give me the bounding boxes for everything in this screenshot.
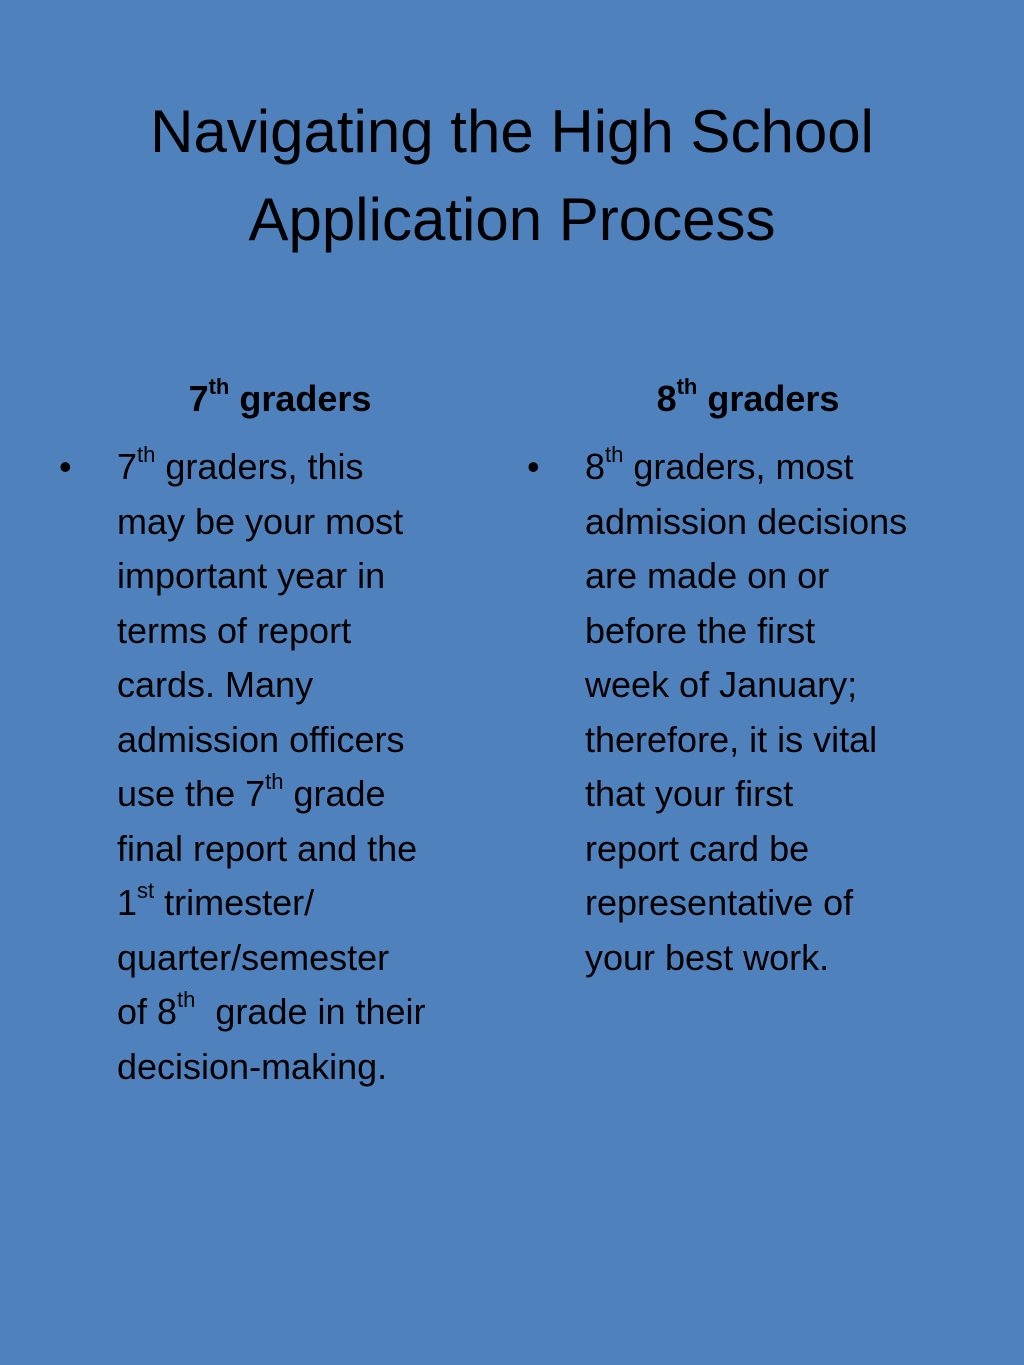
heading-number: 8: [656, 378, 677, 419]
text-line: cards. Many: [117, 664, 314, 705]
text-line: of 8th grade in their: [117, 987, 426, 1032]
bullet-dot-icon: •: [59, 446, 72, 487]
text-line: therefore, it is vital: [585, 718, 878, 760]
seventh-graders-column: [55, 370, 495, 1094]
text-line: 1st trimester/: [117, 878, 315, 923]
text-line: representative of: [585, 882, 854, 923]
heading-text: graders: [697, 378, 840, 419]
text-line: terms of report: [117, 609, 352, 651]
eighth-graders-column: [523, 370, 963, 985]
text-line: your best work.: [585, 936, 830, 978]
eighth-graders-bullet: [523, 440, 963, 985]
text-line: week of January;: [585, 664, 858, 705]
text-line: 8th graders, most: [585, 442, 854, 487]
heading-text: graders: [229, 378, 372, 419]
title-line-1: Navigating the High School: [150, 98, 874, 165]
text-line: admission officers: [117, 718, 405, 760]
text-line: admission decisions: [585, 500, 908, 542]
seventh-graders-bullet: [55, 440, 495, 1094]
text-line: quarter/semester: [117, 936, 390, 978]
seventh-graders-heading: [55, 370, 495, 428]
heading-number: 7: [188, 378, 209, 419]
text-line: decision-making.: [117, 1045, 388, 1087]
text-line: that your first: [585, 773, 794, 814]
bullet-text: [585, 440, 963, 985]
heading-ordinal: th: [208, 374, 230, 399]
text-line: before the first: [585, 609, 816, 651]
text-line: report card be: [585, 827, 810, 869]
text-line: important year in: [117, 555, 386, 596]
text-line: are made on or: [585, 555, 830, 596]
text-line: use the 7th grade: [117, 769, 386, 814]
text-line: 7th graders, this: [117, 442, 364, 487]
text-line: final report and the: [117, 827, 418, 869]
bullet-dot-icon: •: [527, 446, 540, 487]
bullet-text: [117, 440, 495, 1094]
slide-title: [40, 88, 984, 264]
title-line-2: Application Process: [248, 186, 776, 253]
eighth-graders-heading: [523, 370, 963, 428]
heading-ordinal: th: [676, 374, 698, 399]
text-line: may be your most: [117, 500, 404, 542]
